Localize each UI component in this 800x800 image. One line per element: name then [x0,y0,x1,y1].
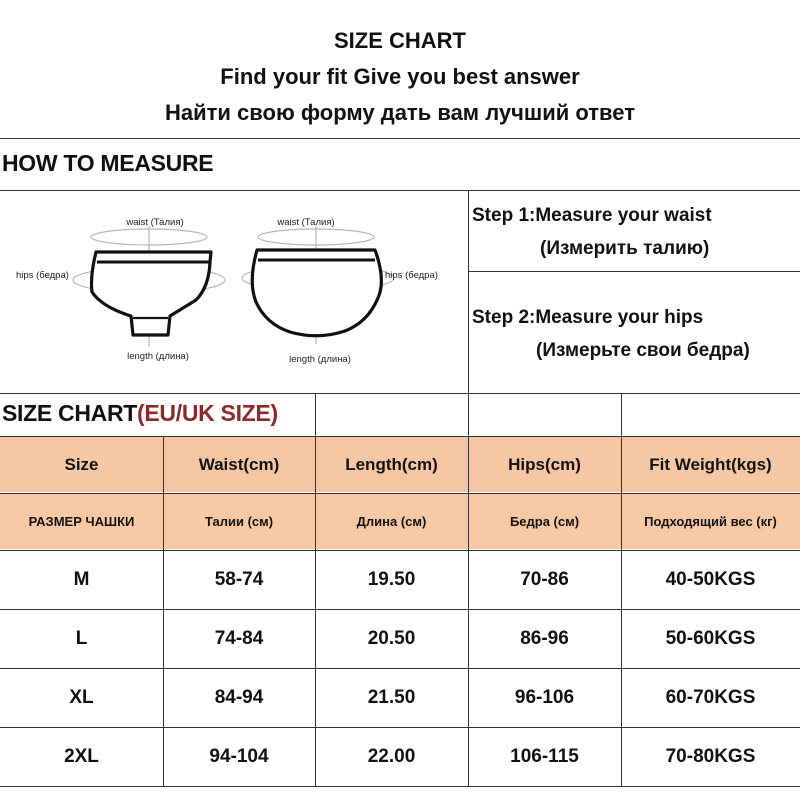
subtitle-russian: Найти свою форму дать вам лучший ответ [164,100,636,125]
divider-title-1 [315,393,316,436]
back-waist-label: waist (Талия) [277,217,335,228]
briefs-front-illustration [73,226,225,347]
step1-russian: (Измерить талию) [540,238,710,259]
divider-top [0,138,800,139]
table-cell: L [75,628,88,649]
header-row-russian-cell: РАЗМЕР ЧАШКИ [28,514,135,529]
divider-chart [0,393,800,394]
table-cell: 106-115 [510,746,579,767]
table-cell: 2XL [64,746,99,767]
header-row-english-cell: Waist(cm) [198,454,280,474]
header-row-russian-cell: Бедра (см) [509,514,580,529]
size-chart-title-main: SIZE CHART [2,400,138,426]
step1-english: Step 1:Measure your waist [472,205,712,226]
chart-header [0,0,800,138]
table-cell: 50-60KGS [665,628,756,649]
divider-diagram [468,190,469,393]
table-cell: 58-74 [214,568,264,590]
step2-russian: (Измерьте свои бедра) [536,340,750,361]
step2-english: Step 2:Measure your hips [472,307,704,328]
divider-measure [0,190,800,191]
table-cell: 40-50KGS [665,568,756,590]
size-chart-title-region: (EU/UK SIZE) [137,400,278,426]
table-cell: 96-106 [514,687,575,708]
front-waist-label: waist (Талия) [126,217,184,228]
back-length-label: length (длина) [289,354,351,365]
table-cell: 70-80KGS [665,746,756,767]
header-row-english-cell: Hips(cm) [508,454,581,474]
size-chart-title [2,400,278,427]
divider-title-2 [468,393,469,436]
table-cell: 21.50 [367,687,416,708]
back-hips-label: hips (бедра) [385,270,438,281]
header-row-russian-cell: Подходящий вес (кг) [644,514,777,529]
divider-title-3 [621,393,622,436]
header-row-english-cell: Fit Weight(kgs) [649,454,772,474]
table-cell: XL [69,687,94,708]
header-row-russian-cell: Талии (см) [204,514,274,529]
subtitle-english: Find your fit Give you best answer [220,64,580,89]
measurement-diagram [0,192,468,392]
table-cell: 22.00 [367,746,416,767]
page-title: SIZE CHART [334,28,466,53]
header-row-english-cell: Size [64,454,99,474]
front-length-label: length (длина) [127,351,189,362]
briefs-back-illustration [242,226,394,344]
table-cell: 86-96 [520,628,569,649]
divider-steps [468,271,800,272]
table-cell: 84-94 [214,687,264,708]
how-to-measure-title: HOW TO MEASURE [2,150,214,176]
header-row-russian-cell: Длина (см) [356,514,427,529]
table-cell: 60-70KGS [665,687,756,708]
table-cell: 74-84 [214,628,264,649]
table-cell: 70-86 [520,568,569,590]
front-hips-label: hips (бедра) [16,270,69,281]
table-cell: 20.50 [367,628,416,649]
header-row-english-cell: Length(cm) [345,454,438,474]
table-cell: 19.50 [367,568,416,590]
table-cell: 94-104 [209,746,269,767]
table-cell: M [73,568,90,590]
table-row-divider [0,786,800,787]
